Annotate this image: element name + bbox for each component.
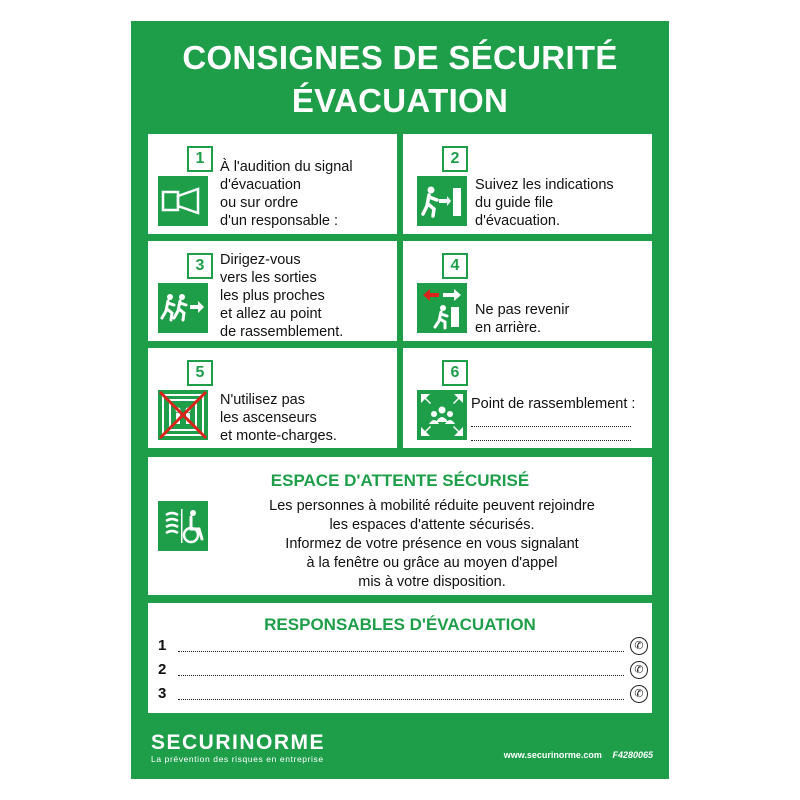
text-line: du guide file: [475, 195, 554, 211]
step-3-text: [220, 251, 343, 341]
no-elevator-icon: [158, 390, 208, 440]
step-number: 1: [187, 146, 213, 172]
step-number: 5: [187, 360, 213, 386]
blank-line: [178, 675, 624, 676]
step-2-text: [475, 176, 614, 230]
brand-tagline: La prévention des risques en entreprise: [151, 754, 324, 764]
step-number: 3: [187, 253, 213, 279]
responsable-row-1: [158, 637, 648, 659]
alarm-horn-icon: [158, 176, 208, 226]
safe-area-title: ESPACE D'ATTENTE SÉCURISÉ: [270, 471, 530, 490]
row-number: 2: [158, 661, 167, 678]
safe-area-text: [222, 497, 642, 592]
text-line: d'évacuation: [220, 177, 301, 193]
safe-area-box: [148, 457, 652, 595]
text-line: et allez au point: [220, 306, 322, 322]
footer-info: [504, 750, 653, 760]
text-line: À l'audition du signal: [220, 159, 353, 175]
phone-icon: ✆: [630, 685, 648, 703]
text-line: les plus proches: [220, 288, 325, 304]
step-number: 2: [442, 146, 468, 172]
sign-title: [131, 36, 669, 122]
text-line: Ne pas revenir: [475, 302, 570, 318]
step-6-box: [403, 348, 652, 448]
step-6-text: Point de rassemblement :: [471, 396, 636, 412]
step-3-box: [148, 241, 397, 341]
step-5-box: [148, 348, 397, 448]
row-number: 3: [158, 685, 167, 702]
title-line-1: CONSIGNES DE SÉCURITÉ: [182, 39, 618, 76]
safe-waiting-area-icon: [158, 501, 208, 551]
step-4-text: [475, 301, 569, 337]
step-1-box: [148, 134, 397, 234]
blank-line: [178, 699, 624, 700]
responsables-title: RESPONSABLES D'ÉVACUATION: [264, 615, 536, 634]
responsables-box: [148, 603, 652, 713]
assembly-point-blank-line: [471, 440, 631, 441]
step-4-box: [403, 241, 652, 341]
responsable-row-2: [158, 661, 648, 683]
text-line: et monte-charges.: [220, 428, 337, 444]
phone-icon: ✆: [630, 661, 648, 679]
text-line: Suivez les indications: [475, 177, 614, 193]
no-return-icon: [417, 283, 467, 333]
blank-line: [178, 651, 624, 652]
text-line: Informez de votre présence en vous signalant: [285, 536, 579, 552]
text-line: d'évacuation.: [475, 213, 560, 229]
text-line: les espaces d'attente sécurisés.: [329, 517, 535, 533]
text-line: à la fenêtre ou grâce au moyen d'appel: [306, 555, 558, 571]
text-line: en arrière.: [475, 320, 542, 336]
step-number: 4: [442, 253, 468, 279]
follow-guide-icon: [417, 176, 467, 226]
step-number: 6: [442, 360, 468, 386]
product-code: F4280065: [612, 750, 653, 760]
text-line: Dirigez-vous: [220, 252, 301, 268]
phone-icon: ✆: [630, 637, 648, 655]
assembly-point-blank-line: [471, 426, 631, 427]
text-line: ou sur ordre: [220, 195, 299, 211]
running-exit-icon: [158, 283, 208, 333]
title-line-2: ÉVACUATION: [291, 82, 509, 119]
website-text: www.securinorme.com: [503, 750, 602, 760]
safety-sign: [131, 21, 669, 779]
text-line: Les personnes à mobilité réduite peuvent rejoindre: [269, 498, 595, 514]
step-1-text: [220, 158, 353, 230]
step-2-box: [403, 134, 652, 234]
row-number: 1: [158, 637, 167, 654]
text-line: N'utilisez pas: [220, 392, 305, 408]
responsable-row-3: [158, 685, 648, 707]
text-line: vers les sorties: [220, 270, 317, 286]
brand-logo: SECURINORME: [151, 731, 326, 754]
text-line: de rassemblement.: [220, 324, 344, 340]
step-5-text: [220, 391, 337, 445]
text-line: d'un responsable :: [220, 213, 339, 229]
text-line: mis à votre disposition.: [358, 574, 506, 590]
text-line: les ascenseurs: [220, 410, 317, 426]
assembly-point-icon: [417, 390, 467, 440]
